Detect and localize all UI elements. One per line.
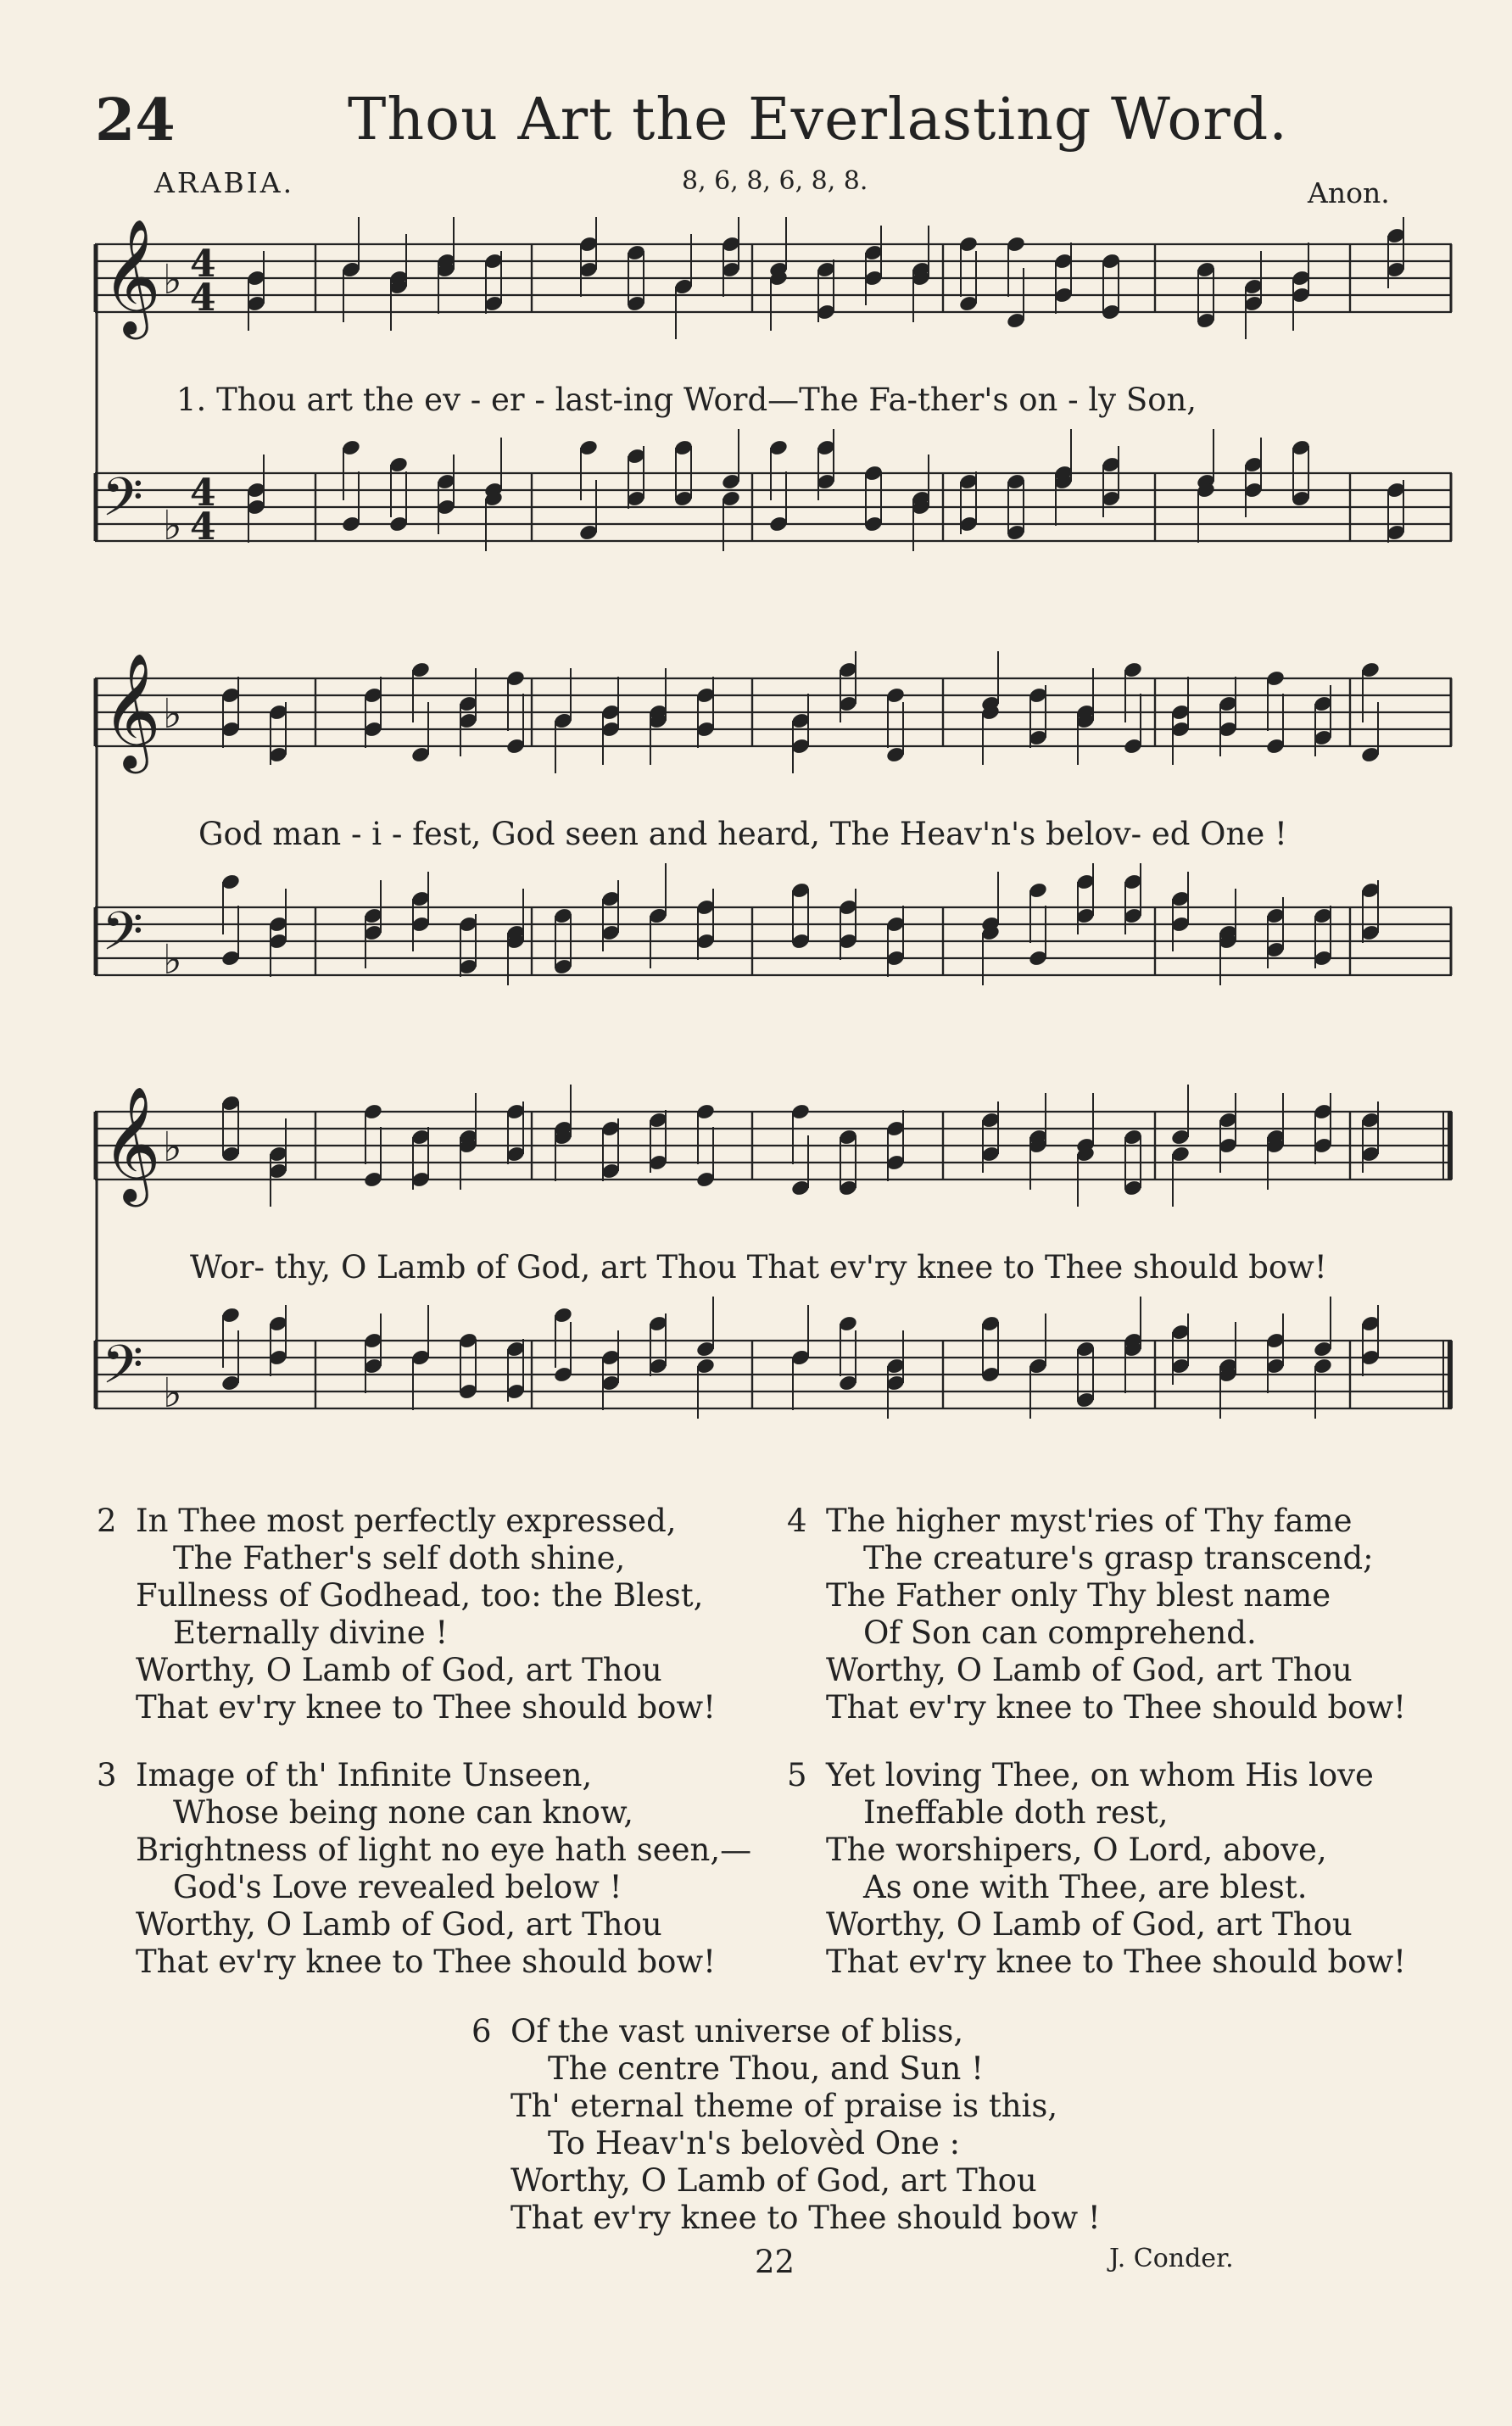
verse-2 (97, 1503, 716, 1726)
time-signature: 4 (190, 505, 216, 549)
verse-line: Th' eternal theme of praise is this, (511, 2088, 1058, 2124)
verse-line: Worthy, O Lamb of God, art Thou (136, 1906, 662, 1943)
treble-clef-icon: 𝄞 (102, 1085, 161, 1202)
verse-line: Worthy, O Lamb of God, art Thou (136, 1652, 662, 1688)
verse-line: That ev'ry knee to Thee should bow! (136, 1689, 716, 1726)
verse-line: Eternally divine ! (173, 1615, 449, 1651)
bass-clef-icon: 𝄢 (102, 466, 143, 541)
treble-clef-icon: 𝄞 (102, 217, 161, 334)
hymn-title: Thou Art the Everlasting Word. (348, 86, 1288, 153)
author: J. Conder. (1109, 2244, 1234, 2273)
verse-line: As one with Thee, are blest. (863, 1869, 1308, 1905)
page-number: 22 (755, 2244, 795, 2280)
verse-line: Worthy, O Lamb of God, art Thou (826, 1906, 1353, 1943)
verse-4 (787, 1503, 1406, 1726)
verse-line: God's Love revealed below ! (173, 1869, 622, 1905)
flat-icon: ♭ (163, 690, 182, 738)
bass-clef-icon: 𝄢 (102, 900, 143, 975)
verse-line: That ev'ry knee to Thee should bow! (136, 1944, 716, 1980)
verse-line: Fullness of Godhead, too: the Blest, (136, 1577, 704, 1614)
music-system-3 (95, 1086, 1452, 1459)
lyric-line-2: God man - i - fest, God seen and heard, The Heav'n's belov- ed One ! (198, 816, 1287, 852)
verse-line: The worshipers, O Lord, above, (826, 1832, 1327, 1868)
verse-3 (97, 1757, 752, 1981)
flat-icon: ♭ (163, 1369, 182, 1417)
time-signature: 4 (190, 471, 216, 515)
verse-line: The Father's self doth shine, (173, 1540, 626, 1576)
verse-line: The higher myst'ries of Thy fame (826, 1503, 1353, 1539)
flat-icon: ♭ (163, 502, 182, 549)
verse-line: Worthy, O Lamb of God, art Thou (826, 1652, 1353, 1688)
time-signature: 4 (190, 243, 216, 286)
verse-number: 6 (471, 2013, 492, 2050)
flat-icon: ♭ (163, 256, 182, 304)
verse-line: That ev'ry knee to Thee should bow! (826, 1944, 1406, 1980)
flat-icon: ♭ (163, 1124, 182, 1171)
verse-line: To Heav'n's belovèd One : (548, 2125, 961, 2161)
verse-line: Worthy, O Lamb of God, art Thou (511, 2162, 1037, 2199)
lyric-line-1: 1. Thou art the ev - er - last-ing Word—The Fa-ther's on - ly Son, (176, 382, 1197, 418)
verse-line: Whose being none can know, (173, 1794, 634, 1831)
verse-line: The Father only Thy blest name (826, 1577, 1331, 1614)
verse-line: Ineffable doth rest, (863, 1794, 1169, 1831)
verse-line: In Thee most perfectly expressed, (136, 1503, 677, 1539)
tune-name: ARABIA. (154, 166, 295, 199)
flat-icon: ♭ (163, 936, 182, 984)
treble-clef-icon: 𝄞 (102, 651, 161, 768)
hymn-header (95, 86, 1452, 163)
composer: Anon. (1308, 176, 1390, 209)
verse-line: Image of th' Infinite Unseen, (136, 1757, 593, 1793)
verse-number: 5 (787, 1757, 807, 1793)
verse-6 (471, 2013, 1101, 2237)
time-signature: 4 (190, 276, 216, 320)
music-system-2 (95, 653, 1452, 1026)
music-system-1 (95, 219, 1452, 592)
verse-line: Brightness of light no eye hath seen,— (136, 1832, 752, 1868)
bass-clef-icon: 𝄢 (102, 1333, 143, 1408)
verse-5 (787, 1757, 1406, 1981)
verse-line: Of Son can comprehend. (863, 1615, 1257, 1651)
verse-number: 4 (787, 1503, 807, 1539)
meter: 8, 6, 8, 6, 8, 8. (682, 166, 868, 196)
lyric-line-3: Wor- thy, O Lamb of God, art Thou That ev'ry knee to Thee should bow! (190, 1249, 1327, 1286)
verse-line: Of the vast universe of bliss, (511, 2013, 964, 2050)
verse-number: 3 (97, 1757, 117, 1793)
verse-line: The creature's grasp transcend; (863, 1540, 1374, 1576)
verse-number: 2 (97, 1503, 117, 1539)
verse-line: That ev'ry knee to Thee should bow ! (511, 2200, 1101, 2236)
hymn-number: 24 (95, 86, 176, 154)
verse-line: Yet loving Thee, on whom His love (826, 1757, 1374, 1793)
verse-line: The centre Thou, and Sun ! (548, 2050, 984, 2087)
verse-line: That ev'ry knee to Thee should bow! (826, 1689, 1406, 1726)
